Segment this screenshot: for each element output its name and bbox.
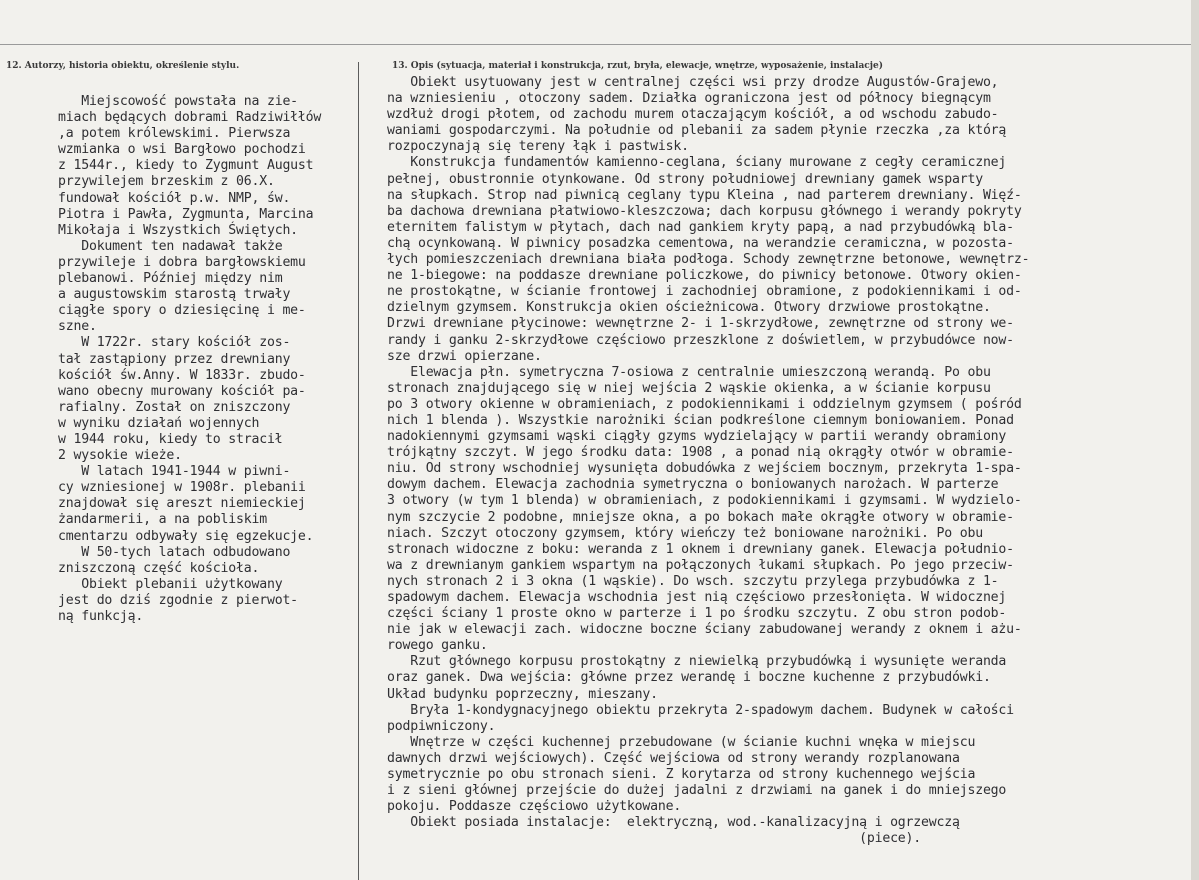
history-text: Miejscowość powstała na zie- miach będących dobrami Radziwiłłów ,a potem królewskimi. Pierwsza wzmianka o wsi Bargłowo pochodzi z 1544r., kiedy to Zygmunt August przywilejem brzeskim z 06.X. fundował kościół p.w. NMP, św. Piotra i Pawła, Zygmunta, Marcina Mikołaja i Wszystkich Świętych. Dokument ten nadawał także przywileje i dobra bargłowskiemu plebanowi. Później między nim a augustowskim starostą trwały ciągłe spory o dziesięcinę i me- szne. W 1722r. stary kościół zos- tał zastąpiony przez drewniany kościół św.Anny. W 1833r. zbudo- wano obecny murowany kościół pa- rafialny. Został on zniszczony w wyniku działań wojennych w 1944 roku, kiedy to stracił 2 wysokie wieże. W latach 1941-1944 w piwni- cy wzniesionej w 1908r. plebanii znajdował się areszt niemieckiej żandarmerii, a na pobliskim cmentarzu odbywały się egzekucje. W 50-tych latach odbudowano zniszczoną część kościoła. Obiekt plebanii użytkowany jest do dziś zgodnie z pierwot- ną funkcją. [58, 94, 322, 624]
description-text: Obiekt usytuowany jest w centralnej części wsi przy drodze Augustów-Grajewo, na wzniesieniu , otoczony sadem. Działka ograniczona jest od północy biegnącym wzdłuż drogi płotem, od zachodu murem otaczającym kościół, a od wschodu zabudo- waniami gospodarczymi. Na południe od plebanii za sadem płynie rzeczka ,za którą rozpoczynają się tereny łąk i pastwisk. Konstrukcja fundamentów kamienno-ceglana, ściany murowane z cegły ceramicznej pełnej, obustronnie otynkowane. Od strony południowej drewniany gamek wsparty na słupkach. Strop nad piwnicą ceglany typu Kleina , nad parterem drewniany. Więź- ba dachowa drewniana płatwiowo-kleszczowa; dach korpusu głównego i werandy pokryty eternitem falistym w płytach, dach nad gankiem kryty papą, a nad przybudówką bla- chą ocynkowaną. W piwnicy posadzka cementowa, na werandzie ceramiczna, w pozosta- łych pomieszczeniach drewniana biała podłoga. Schody zewnętrzne betonowe, wewnętrz- ne 1-biegowe: na poddasze drewniane policzkowe, do piwnicy betonowe. Otwory okien- ne prostokątne, w ścianie frontowej i zachodniej obramione, z podokiennikami i od- dzielnym gzymsem. Konstrukcja okien ościeżnicowa. Otwory drzwiowe prostokątne. Drzwi drewniane płycinowe: wewnętrzne 2- i 1-skrzydłowe, zewnętrzne od strony we- randy i ganku 2-skrzydłowe częściowo przeszklone z doświetlem, w przybudówce now- sze drzwi opierzane. Elewacja płn. symetryczna 7-osiowa z centralnie umieszczoną werandą. Po obu stronach znajdującego się w niej wejścia 2 wąskie okienka, a w ścianie korpusu po 3 otwory okienne w obramieniach, z podokiennikami i oddzielnym gzymsem ( pośród nich 1 blenda ). Wszystkie narożniki ścian podkreślone ciemnym boniowaniem. Ponad nadokiennymi gzymsami wąski ciągły gzyms wydzielający w partii werandy obramiony trójkątny szczyt. W jego środku data: 1908 , a ponad nią okrągły otwór w obramie- niu. Od strony wschodniej wysunięta dobudówka z wejściem bocznym, przekryta 1-spa- dowym dachem. Elewacja zachodnia symetryczna o boniowanych narożach. W parterze 3 otwory (w tym 1 blenda) w obramieniach, z podokiennikami i gzymsami. W wydzielo- nym szczycie 2 podobne, mniejsze okna, a po bokach małe okrągłe otwory w obramie- niach. Szczyt otoczony gzymsem, który wieńczy też boniowane narożniki. Po obu stronach widoczne z boku: weranda z 1 oknem i drewniany ganek. Elewacja południo- wa z drewnianym gankiem wspartym na połączonych łukami słupkach. Po jego przeciw- nych stronach 2 i 3 okna (1 wąskie). Do wsch. szczytu przylega przybudówka z 1- spadowym dachem. Elewacja wschodnia jest nią częściowo przesłonięta. W widocznej części ściany 1 proste okno w parterze i 1 po środku szczytu. Z obu stron podob- nie jak w elewacji zach. widoczne boczne ściany zabudowanej werandy z oknem i ażu- rowego ganku. Rzut głównego korpusu prostokątny z niewielką przybudówką i wysunięte weranda oraz ganek. Dwa wejścia: główne przez werandę i boczne kuchenne z przybudówki. Układ budynku poprzeczny, mieszany. Bryła 1-kondygnacyjnego obiektu przekryta 2-spadowym dachem. Budynek w całości podpiwniczony. Wnętrze w części kuchennej przebudowane (w ścianie kuchni wnęka w miejscu dawnych drzwi wejściowych). Część wejściowa od strony werandy rozplanowana symetrycznie po obu stronach sieni. Z korytarza od strony kuchennego wejścia i z sieni głównej przejście do dużej jadalni z drzwiami na ganek i do mniejszego pokoju. Poddasze częściowo użytkowane. Obiekt posiada instalacje: elektryczną, wod.-kanalizacyjną i ogrzewczą (piece). [387, 75, 1030, 847]
column-divider [358, 62, 359, 880]
top-rule [0, 44, 1199, 45]
section-12-heading: 12. Autorzy, historia obiektu, określenie stylu. [6, 61, 240, 71]
page-edge [1191, 0, 1199, 880]
section-13-heading: 13. Opis (sytuacja, materiał i konstrukcja, rzut, bryła, elewacje, wnętrze, wyposażenie, instalacje) [392, 61, 884, 71]
